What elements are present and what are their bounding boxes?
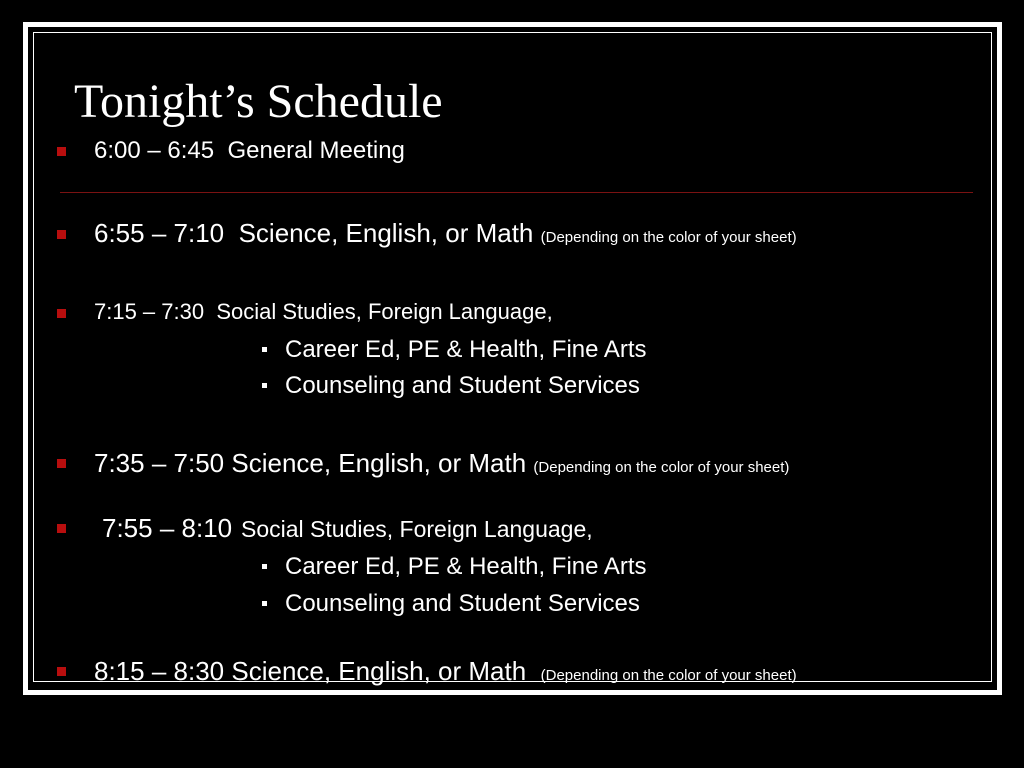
schedule-item-6 (94, 658, 797, 684)
schedule-item-1 (94, 139, 405, 163)
item-3-time: 7:15 – 7:30 (94, 299, 205, 324)
item-4-time: 7:35 – 7:50 (94, 448, 225, 478)
sub-bullet-icon (262, 383, 267, 388)
bullet-square-icon (57, 459, 66, 468)
bullet-square-icon (57, 524, 66, 533)
sub-bullet-icon (262, 601, 267, 606)
schedule-item-2 (94, 220, 797, 246)
item-2-text: Science, English, or Math (238, 218, 534, 248)
bullet-square-icon (57, 147, 66, 156)
bullet-square-icon (57, 667, 66, 676)
item-6-text: Science, English, or Math (231, 656, 527, 686)
item-4-note: (Depending on the color of your sheet) (533, 459, 790, 476)
sub-bullet-icon (262, 564, 267, 569)
item-2-note: (Depending on the color of your sheet) (540, 229, 797, 246)
item-4-text: Science, English, or Math (231, 448, 527, 478)
item-1-text: General Meeting (227, 137, 405, 164)
slide-title: Tonight’s Schedule (74, 75, 443, 128)
item-3-text: Social Studies, Foreign Language, (216, 299, 553, 324)
item-6-note: (Depending on the color of your sheet) (540, 667, 797, 684)
item-6-time: 8:15 – 8:30 (94, 656, 225, 686)
item-5-time: 7:55 – 8:10 (102, 513, 233, 543)
item-3-sub-2: Counseling and Student Services (285, 372, 640, 399)
schedule-item-4 (94, 450, 789, 476)
bullet-square-icon (57, 309, 66, 318)
bullet-square-icon (57, 230, 66, 239)
title-divider (60, 192, 973, 193)
sub-bullet-icon (262, 347, 267, 352)
item-5-sub-1: Career Ed, PE & Health, Fine Arts (285, 553, 647, 580)
item-5-sub-2: Counseling and Student Services (285, 590, 640, 617)
item-1-time: 6:00 – 6:45 (94, 137, 215, 164)
item-2-time: 6:55 – 7:10 (94, 218, 225, 248)
item-3-sub-1: Career Ed, PE & Health, Fine Arts (285, 336, 647, 363)
schedule-item-5 (102, 515, 593, 541)
schedule-item-3 (94, 301, 553, 323)
item-5-text: Social Studies, Foreign Language, (241, 516, 593, 542)
